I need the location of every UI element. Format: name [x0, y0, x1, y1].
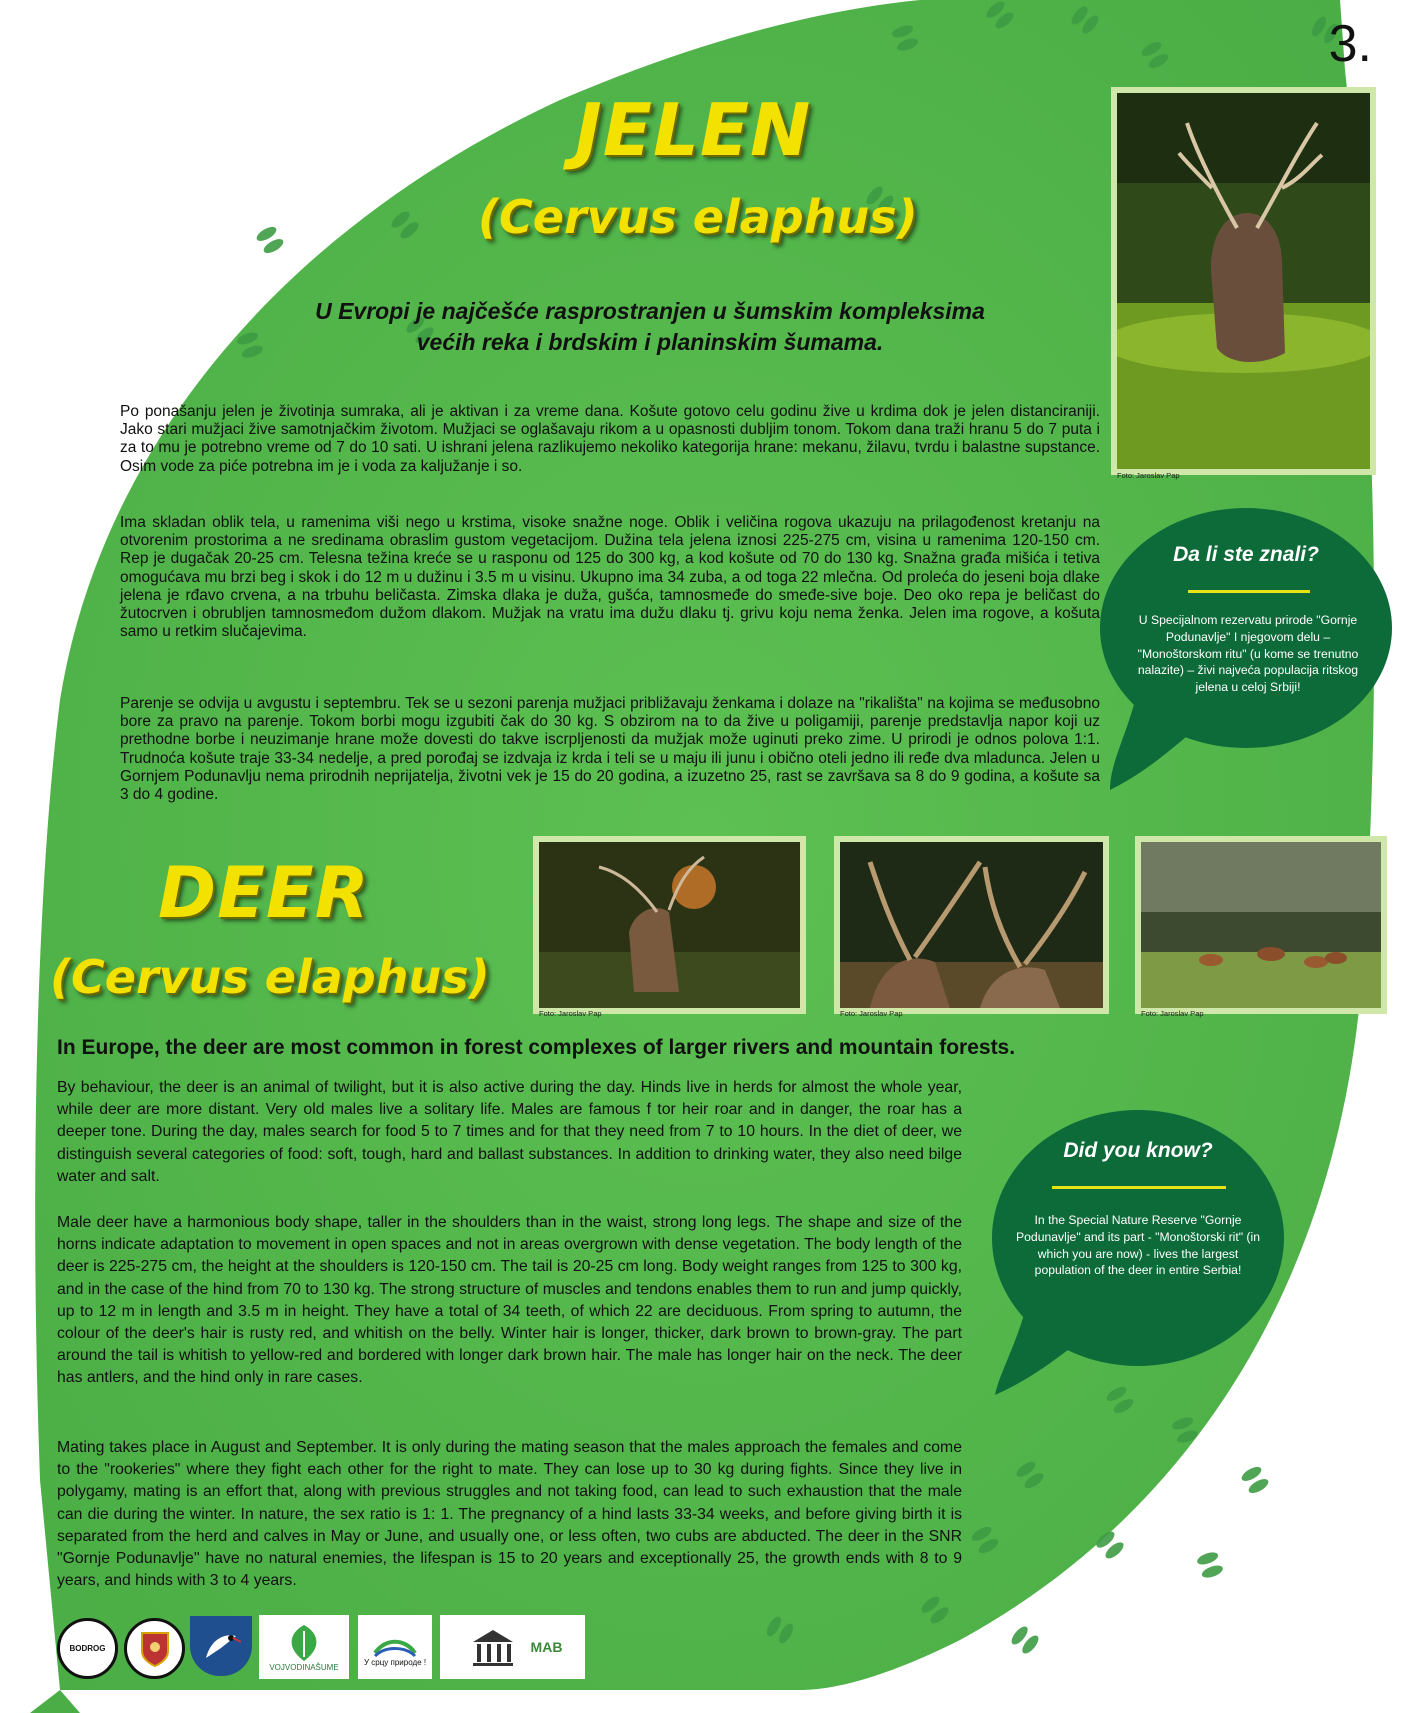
- title-serbian: JELEN: [575, 88, 812, 172]
- did-you-know-text-serbian: U Specijalnom rezervatu prirode "Gornje Podunavlje" I njegovom delu – "Monoštorskom ritu" (u kome se trenutno nalazite) – živi najveća populacija ritskog jelena u celoj Srbiji!: [1137, 613, 1359, 695]
- lead-serbian-line2: većih reka i brdskim i planinskim šumama.: [416, 329, 884, 355]
- photo-credit-3: Foto: Jaroslav Pap: [1141, 1009, 1204, 1018]
- vojvodinasume-logo: [259, 1615, 349, 1679]
- paragraph-english-2: Male deer have a harmonious body shape, taller in the shoulders than in the waist, strong long legs. The shape and size of the horns indicate adaptation to movement in open spaces and not in areas overgrown with dense vegetation. The body length of the deer is 225-275 cm, the height at the shoulders is 120-150 cm. The tail is 20-25 cm long. Body weight ranges from 125 to 300 kg, and in the case of the hind from 70 to 130 kg. The strong structure of muscles and tendons enables them to run and jump quickly, up to 12 m in length and 3.5 m in height. They have a total of 34 teeth, of which 22 are deciduous. From spring to autumn, the colour of the deer's hair is rusty red, and whitish on the belly. Winter hair is longer, thicker, dark brown to brown-gray. The part around the tail is whitish to yellow-red and bordered with longer dark brown hair. The male has longer hair on the neck. The deer has antlers, and the hind only in rare cases.: [57, 1214, 962, 1387]
- latin-name-english: (Cervus elaphus): [50, 950, 490, 1004]
- priroda-logo-text: У срцу природе !: [363, 1657, 427, 1667]
- priroda-logo: [358, 1615, 432, 1679]
- coat-of-arms-logo: [124, 1618, 185, 1679]
- bubble-divider-serbian: [1188, 590, 1310, 593]
- bird-logo: [190, 1616, 252, 1676]
- paragraph-english-1: By behaviour, the deer is an animal of twilight, but it is also active during the day. Hinds live in herds for almost the whole year, while deer are more distant. Very old males live a solitary life. Males are famous f tor heir roar and in danger, the roar has a deeper tone. During the day, males search for food 5 to 7 times and for that they need from 7 to 10 hours. In the diet of deer, we distinguish several categories of food: soft, tough, hard and ballast substances. In addition to drinking water, they also need bilge water and salt.: [57, 1079, 962, 1185]
- did-you-know-text-english: In the Special Nature Reserve "Gornje Podunavlje" and its part - "Monoštorski rit" (in which you are now) - lives the largest population of the deer in entire Serbia!: [1016, 1213, 1260, 1278]
- bodrog-logo-text: BODROG: [69, 1644, 106, 1653]
- lead-serbian-line1: U Evropi je najčešće rasprostranjen u šumskim kompleksima: [315, 298, 985, 324]
- paragraph-serbian-2: Ima skladan oblik tela, u ramenima viši nego u krstima, visoke snažne noge. Oblik i veličina rogova ukazuju na prilagođenost kretanju na otvorenim prostorima a ne sredinama obraslim gustom vegetacijom. Dužina tela jelena iznosi 225-275 cm, visina u ramenima 120-150 cm. Rep je dugačak 20-25 cm. Telesna težina kreće se u rasponu od 125 do 300 kg, a kod košute od 70 do 130 kg. Snažna građa mišića i tetiva omogućava mu brzi beg i skok i do 12 m u dužinu i 3.5 m u visinu. Ukupno ima 34 zuba, a od toga 22 mlečna. Od proleća do jeseni boja dlake jelena je rđavo crvena, a na trbuhu beličasta. Zimska dlaka je duža, gušća, tamnosmeđe do smeđe-sive boje. Deo oko repa je beličast do žutocrven i obrubljen tamnosmeđom dužom dlakom. Mužjak na vratu ima dužu dlaku tj. grivu koju nema ženka. Jelen ima rogove, a košuta samo u retkim slučajevima.: [120, 514, 1100, 641]
- paragraph-english-3: Mating takes place in August and September. It is only during the mating season that the males approach the females and come to the "rookeries" where they fight each other for the right to mate. They can lose up to 30 kg during fights. Since they live in polygamy, mating is an effort that, along with previous struggles and not taking food, can lead to such exhaustion that the male can die during the winter. In nature, the sex ratio is 1: 1. The pregnancy of a hind lasts 33-34 weeks, and before giving birth it is separated from the herd and calves in May or June, and usually one, or less often, two cubs are abducted. The deer in the SNR "Gornje Podunavlje" have no natural enemies, the lifespan is 15 to 20 years and exceptionally 25, the growth ends with 8 to 9 years, and hinds with 3 to 4 years.: [57, 1439, 962, 1590]
- two-stags-antlers-photo: [840, 842, 1103, 1008]
- bubble-divider-english: [1052, 1186, 1226, 1189]
- stag-in-swamp-photo: [1117, 93, 1370, 469]
- paragraph-serbian-1: Po ponašanju jelen je životinja sumraka, ali je aktivan i za vreme dana. Košute gotovo celu godinu žive u krdima dok je jelen distanciraniji. Jako stari mužjaci žive samotnjačkim životom. Mužjaci se oglašavaju rikom a u opasnosti dubljim tonom. Tokom dana traži hranu 5 do 7 puta i za to mu je potrebno vreme od 7 do 10 sati. U ishrani jelena razlikujemo nekoliko kategorija hrane: mekanu, žilavu, tvrdu i balastne supstance. Osim vode za piće potrebna im je i voda za kaljužanje i so.: [120, 403, 1100, 475]
- photo-credit-main: Foto: Jaroslav Pap: [1117, 471, 1180, 480]
- title-english: DEER: [158, 852, 370, 934]
- lead-serbian: [200, 296, 1100, 358]
- did-you-know-title-serbian: Da li ste znali?: [1173, 543, 1319, 566]
- bodrog-logo: [57, 1618, 118, 1679]
- did-you-know-title-english: Did you know?: [1063, 1139, 1213, 1162]
- roaring-stag-photo: [539, 842, 800, 1008]
- lead-english: In Europe, the deer are most common in forest complexes of larger rivers and mountain forests.: [57, 1036, 1016, 1059]
- deer-herd-meadow-photo: [1141, 842, 1381, 1008]
- paragraph-serbian-3: Parenje se odvija u avgustu i septembru. Tek se u sezoni parenja mužjaci približavaju ženkama i dolaze na "rikališta" na kojima se međusobno bore za pravo na parenje. Tokom borbi mogu izgubiti čak do 30 kg. S obzirom na to da žive u poligamiji, parenje predstavlja napor koji uz prethodne borbe i neuzimanje hrane može dovesti do takve iscrpljenosti da mužjak može uginuti preko zime. U prirodi je odnos polova 1:1. Trudnoća košute traje 33-34 nedelje, a pred porođaj se izdvaja iz krda i teli se u maju ili junu i obično oteli jedno ili ređe dva mladunca. Jelen u Gornjem Podunavlju nema prirodnih neprijatelja, životni vek je 15 do 20 godina, a izuzetno 25, rast se završava sa 8 do 9 godina, a košute sa 3 do 4 godine.: [120, 695, 1100, 804]
- page-number: 3.: [1328, 15, 1372, 73]
- vojvodinasume-logo-text: VOJVODINAŠUME: [269, 1662, 339, 1672]
- latin-name-serbian: (Cervus elaphus): [478, 190, 918, 244]
- photo-credit-2: Foto: Jaroslav Pap: [840, 1009, 903, 1018]
- mab-logo-text: MAB: [530, 1638, 563, 1655]
- photo-credit-1: Foto: Jaroslav Pap: [539, 1009, 602, 1018]
- unesco-mab-logo: [440, 1615, 585, 1679]
